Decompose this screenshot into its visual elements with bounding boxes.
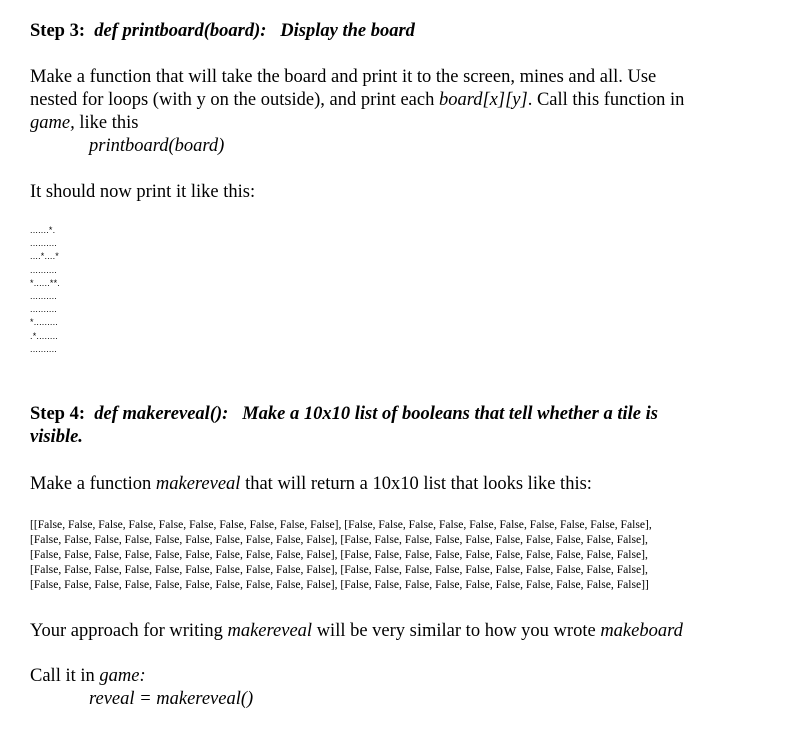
board-row: ..........: [30, 238, 58, 249]
bool-line: [False, False, False, False, False, False, False, False, False, False], [False, False, False, False, False, False, False, False, False, False]]: [30, 578, 649, 591]
para2-text: Make a function: [30, 474, 156, 494]
board-row: ..........: [30, 290, 58, 301]
para1-line3: [30, 112, 770, 135]
board-row: ..........: [30, 343, 58, 354]
game-code: game,: [30, 113, 75, 133]
para3-mid: will be very similar to how you wrote: [312, 621, 601, 641]
step3-description: Display the board: [280, 21, 415, 41]
board-output: [30, 224, 60, 356]
bool-line: [False, False, False, False, False, False, False, False, False, False], [False, False, False, False, False, False, False, False, False, False],: [30, 548, 648, 561]
step4-heading: [30, 404, 658, 425]
bool-line: [False, False, False, False, False, False, False, False, False, False], [False, False, False, False, False, False, False, False, False, False],: [30, 533, 648, 546]
board-row: ....*....*: [30, 251, 60, 262]
para1-line3-tail: like this: [74, 113, 139, 133]
para2-tail: that will return a 10x10 list that looks like this:: [240, 474, 592, 494]
board-row: *.........: [30, 317, 59, 328]
bool-line: [False, False, False, False, False, False, False, False, False, False], [False, False, False, False, False, False, False, False, False, False],: [30, 563, 648, 576]
bool-line: [[False, False, False, False, False, False, False, False, False, False], [False, False, False, False, False, False, False, False, False, False],: [30, 518, 652, 531]
para4: [30, 665, 770, 688]
board-index-code: board[x][y]: [438, 90, 528, 110]
game-code-ref: game:: [99, 666, 146, 686]
step4-description: Make a 10x10 list of booleans that tell whether a tile is: [242, 404, 658, 424]
step4-description-cont: visible.: [30, 427, 83, 447]
para3: [30, 620, 770, 643]
step3-signature: def printboard(board):: [94, 21, 267, 41]
board-row: *......**.: [30, 277, 61, 288]
para1-line2-text: nested for loops (with y on the outside), and print each: [30, 90, 439, 110]
board-row: ..........: [30, 304, 58, 315]
makeboard-code-ref: makeboard: [600, 621, 683, 641]
makereveal-code: makereveal: [155, 474, 241, 494]
step3-heading: [30, 21, 415, 42]
board-row: ..........: [30, 264, 58, 275]
para1-line2: [30, 89, 770, 112]
print-intro: It should now print it like this:: [30, 182, 256, 202]
step3-label: Step 3:: [30, 21, 85, 41]
para2: [30, 473, 770, 496]
step4-label: Step 4:: [30, 404, 85, 424]
printboard-example: printboard(board): [89, 136, 225, 156]
para1-line2-tail: . Call this function in: [527, 90, 685, 110]
board-row: .*........: [30, 330, 59, 341]
para4-text: Call it in: [30, 666, 100, 686]
board-row: .......*.: [30, 225, 56, 235]
step4-heading-line2: [30, 427, 83, 448]
makereveal-code-ref: makereveal: [227, 621, 313, 641]
bool-list-output: [30, 517, 652, 592]
para1-line1: Make a function that will take the board and print it to the screen, mines and all. Use: [30, 67, 657, 87]
makereveal-example: reveal = makereveal(): [89, 689, 254, 709]
para3-text: Your approach for writing: [30, 621, 228, 641]
step4-signature: def makereveal():: [94, 404, 229, 424]
